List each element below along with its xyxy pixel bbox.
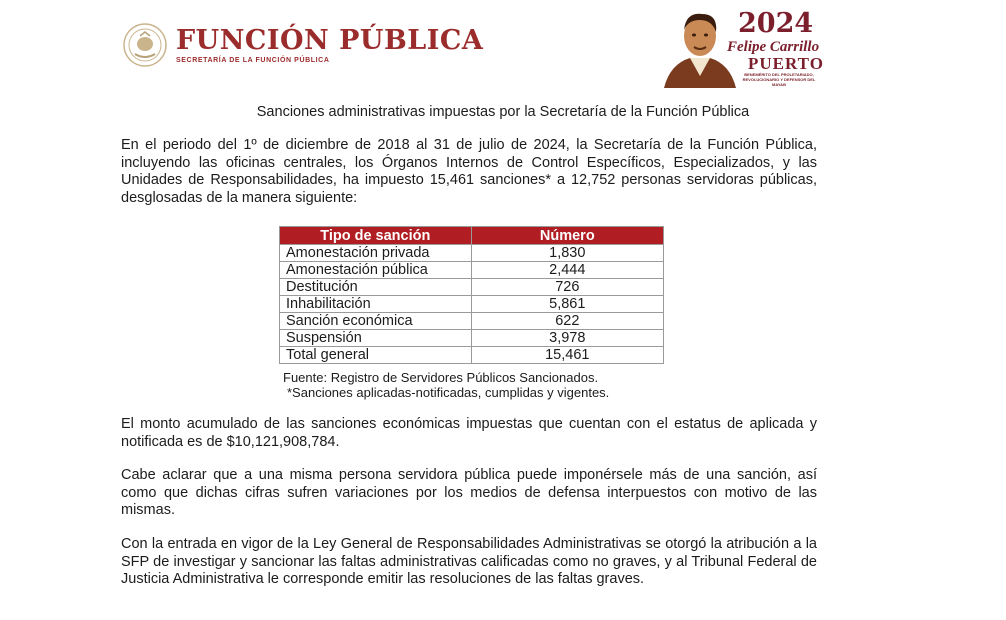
year-surname: PUERTO: [748, 54, 824, 73]
sanctions-table: [279, 226, 664, 364]
brand-header: [122, 22, 483, 68]
document-title: Sanciones administrativas impuestas por la Secretaría de la Función Pública: [256, 104, 750, 120]
table-header-row: [280, 227, 664, 245]
brand-subtitle: SECRETARÍA DE LA FUNCIÓN PÚBLICA: [176, 56, 330, 64]
table-row: [280, 245, 664, 262]
sanction-type-cell: Destitución: [280, 279, 472, 296]
sanction-count-cell: 622: [471, 313, 663, 330]
sanction-count-cell: 3,978: [471, 330, 663, 347]
table-row-total: [280, 347, 664, 364]
sanction-count-cell: 5,861: [471, 296, 663, 313]
sanction-type-cell: Sanción económica: [280, 313, 472, 330]
clarification-paragraph: Cabe aclarar que a una misma persona servidora pública puede imponérsele más de una sanción, así como que dichas cifras sufren variaciones por los medios de defensa interpuestos con motivo de las mismas.: [121, 467, 817, 518]
brand-title: FUNCIÓN PÚBLICA: [176, 24, 484, 56]
table-row: [280, 330, 664, 347]
intro-paragraph: En el periodo del 1º de diciembre de 2018 al 31 de julio de 2024, la Secretaría de la Función Pública, incluyendo las oficinas centrales, los Órganos Internos de Control Específicos, Especializados, y las Unidades de Responsabilidades, ha impuesto 15,461 sanciones* a 12,752 personas servidoras públicas, desglosadas de la manera siguiente:: [121, 137, 817, 206]
sanction-count-cell: 726: [471, 279, 663, 296]
sanction-type-cell: Amonestación pública: [280, 262, 472, 279]
table-footnote: [283, 370, 609, 400]
law-paragraph: Con la entrada en vigor de la Ley General de Responsabilidades Administrativas se otorgó la atribución a la SFP de investigar y sancionar las faltas administrativas calificadas como no graves, y al Tribunal Federal de Justicia Administrativa le corresponde emitir las resoluciones de las faltas graves.: [121, 536, 817, 587]
year-name: Felipe Carrillo: [727, 39, 820, 55]
table-row: [280, 313, 664, 330]
sanction-type-cell: Suspensión: [280, 330, 472, 347]
year-label: 2024: [738, 8, 814, 39]
sanction-count-cell: 2,444: [471, 262, 663, 279]
table-source: Fuente: Registro de Servidores Públicos Sancionados.: [283, 370, 599, 385]
table-note: *Sanciones aplicadas-notificadas, cumplidas y vigentes.: [287, 385, 610, 400]
national-seal-icon: [122, 22, 168, 68]
table-row: [280, 279, 664, 296]
column-header-number: Número: [471, 227, 663, 245]
year-tagline: BENEMÉRITO DEL PROLETARIADO, REVOLUCIONARIO Y DEFENSOR DEL MAYAB: [742, 72, 816, 87]
total-label-cell: Total general: [280, 347, 472, 364]
total-count-cell: 15,461: [471, 347, 663, 364]
amount-paragraph: El monto acumulado de las sanciones económicas impuestas que cuentan con el estatus de aplicada y notificada es de $10,121,908,784.: [121, 416, 817, 450]
sanction-type-cell: Amonestación privada: [280, 245, 472, 262]
column-header-type: Tipo de sanción: [280, 227, 472, 245]
sanction-count-cell: 1,830: [471, 245, 663, 262]
sanction-type-cell: Inhabilitación: [280, 296, 472, 313]
year-logo: [660, 6, 830, 90]
table-row: [280, 262, 664, 279]
table-row: [280, 296, 664, 313]
